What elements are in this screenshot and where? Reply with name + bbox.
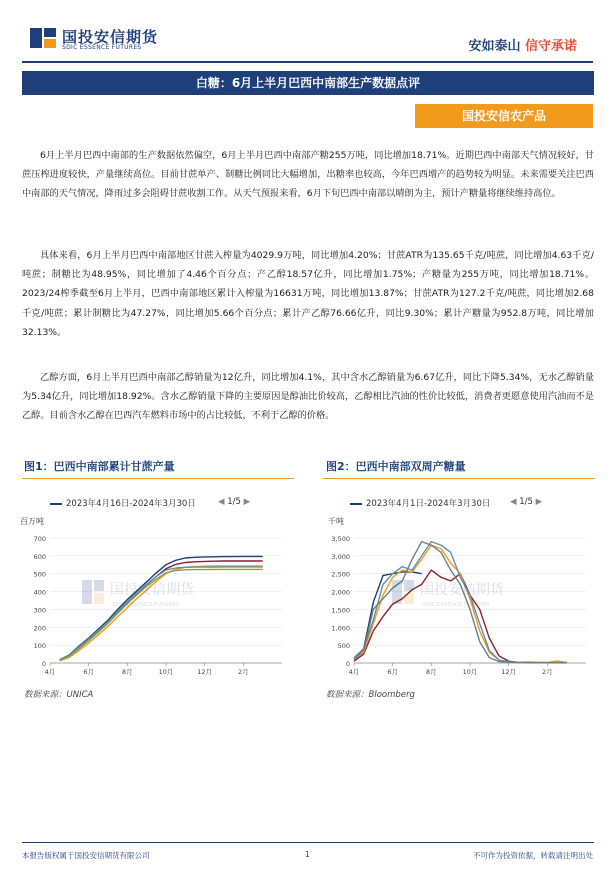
- figure-1-y-tick-label: 400: [33, 588, 46, 597]
- paragraph-ethanol: 乙醇方面，6月上半月巴西中南部乙醇销量为12亿升，同比增加4.1%，其中含水乙醇销量为6.67亿升，同比下降5.34%，无水乙醇销量为5.34亿升，同比增加18.92%。含水乙醇销量下降的主要原因是醇油比价较高，乙醇相比汽油的性价比较低，消费者更愿意使用汽油而不是乙醇。目前含水乙醇在巴西汽车燃料市场中的占比较低，不利于乙醇的价格。: [22, 372, 594, 422]
- paragraph-summary: 6月上半月巴西中南部的生产数据依然偏空，6月上半月巴西中南部产糖255万吨，同比增加18.71%。近期巴西中南部天气情况较好，甘蔗压榨进度较快，产量继续高位。目前甘蔗单产、制糖比例同比大幅增加，出糖率也较高，今年巴西增产的趋势较为明显。未来需要关注巴西中南部的天气情况，降雨过多会阻碍甘蔗收割工作。从天气预报来看，6月下旬巴西中南部以晴朗为主，预计产糖量将继续维持高位。: [22, 150, 594, 200]
- figure-2-pager-label: 1/5: [519, 497, 533, 507]
- legend-marker-icon: [50, 503, 62, 505]
- figure-1-x-tick-label: 8月: [122, 668, 133, 676]
- watermark-logo-icon: [94, 580, 104, 591]
- figure-1-watermark: [82, 580, 195, 608]
- figure-1-y-tick-label: 100: [33, 642, 46, 651]
- watermark-text-en: SDIC ESSENCE FUTURES: [422, 602, 490, 608]
- legend-marker-icon: [350, 503, 362, 505]
- header-divider: [22, 61, 593, 63]
- figure-1-y-tick-label: 600: [33, 552, 46, 561]
- company-name-en: SDIC ESSENCE FUTURES: [62, 44, 142, 51]
- figure-1-x-tick-label: 6月: [83, 668, 94, 676]
- figure-2-pager[interactable]: [510, 497, 542, 507]
- figure-1-y-tick-label: 200: [33, 624, 46, 633]
- figure-2-unit: 千吨: [328, 517, 344, 526]
- slogan-main: 安如泰山: [468, 39, 521, 54]
- figure-2-y-tick-label: 2,000: [331, 588, 350, 597]
- watermark-text-en: SDIC ESSENCE FUTURES: [112, 602, 180, 608]
- product-tag: 国投安信农产品: [415, 104, 593, 128]
- figure-1-divider: [22, 478, 294, 479]
- figure-1-pager-label: 1/5: [227, 497, 241, 507]
- footer-divider: [22, 842, 594, 843]
- next-page-icon[interactable]: ▶: [535, 497, 543, 507]
- figure-2-y-tick-label: 1,000: [331, 624, 350, 633]
- watermark-logo-icon: [94, 593, 104, 604]
- figure-1-y-tick-label: 300: [33, 606, 46, 615]
- figure-2-x-tick-label: 2月: [542, 668, 553, 676]
- figure-2-x-tick-label: 10月: [462, 668, 478, 676]
- watermark-logo-icon: [404, 580, 414, 591]
- figure-2-legend-range: 2023年4月1日-2024年3月30日: [366, 499, 491, 509]
- footer-copyright: 本报告版权属于国投安信期货有限公司: [22, 851, 150, 860]
- figure-1-y-tick-label: 700: [33, 535, 46, 543]
- figure-2-x-tick-label: 12月: [501, 668, 517, 676]
- figure-2-y-tick-label: 2,500: [331, 570, 350, 579]
- prev-page-icon[interactable]: ◀: [510, 497, 517, 507]
- figure-1-legend: [50, 497, 196, 509]
- figure-1-y-tick-label: 0: [41, 660, 46, 668]
- figure-2-x-tick-label: 8月: [426, 668, 437, 676]
- figure-2-legend: [350, 497, 490, 509]
- watermark-logo-icon: [82, 580, 92, 604]
- figure-2-source: 数据来源：Bloomberg: [326, 690, 415, 700]
- company-name: 国投安信期货: [62, 28, 159, 46]
- figure-2-y-tick-label: 500: [337, 642, 350, 651]
- slogan: [468, 35, 577, 54]
- figure-2-y-tick-label: 1,500: [331, 606, 350, 615]
- figure-1-x-tick-label: 10月: [158, 668, 174, 676]
- figure-1-legend-range: 2023年4月16日-2024年3月30日: [66, 499, 196, 509]
- watermark-text: 国投安信期货: [420, 582, 504, 598]
- footer-disclaimer: 不可作为投资依据，转载请注明出处: [473, 851, 593, 860]
- figure-1-pager[interactable]: [218, 497, 250, 507]
- figure-1-chart: [20, 528, 290, 686]
- watermark-logo-icon: [392, 580, 402, 604]
- figure-2-x-tick-label: 4月: [348, 668, 360, 676]
- figure-1-source: 数据来源：UNICA: [24, 690, 94, 700]
- figure-1-title: 图1：巴西中南部累计甘蔗产量: [24, 460, 175, 473]
- figure-2-divider: [323, 478, 595, 479]
- prev-page-icon[interactable]: ◀: [218, 497, 225, 507]
- figure-2-y-tick-label: 3,500: [331, 535, 350, 543]
- figure-1-y-tick-label: 500: [33, 570, 46, 579]
- figure-2-watermark: [392, 580, 505, 608]
- figure-1-x-tick-label: 2月: [238, 668, 249, 676]
- figure-1-unit: 百万吨: [20, 517, 44, 526]
- page-number: 1: [305, 850, 310, 859]
- watermark-text: 国投安信期货: [110, 582, 194, 598]
- figure-2-x-tick-label: 6月: [387, 668, 398, 676]
- paragraph-details: 具体来看，6月上半月巴西中南部地区甘蔗入榨量为4029.9万吨，同比增加4.20%；甘蔗ATR为135.65千克/吨蔗，同比增加4.63千克/吨蔗；制糖比为48.95%，同比增加了4.46个百分点；产乙醇18.57亿升，同比增加1.75%；产糖量为255万吨，同比增加18.71%。2023/24榨季截至6月上半月，巴西中南部地区累计入榨量为16631万吨，同比增加13.87%；甘蔗ATR为127.2千克/吨蔗，同比增加2.68 千克/吨蔗；累计制糖比为47.27%，同比增加5.66个百分点；累计产乙醇76.66亿升，同比9.30%；累计产糖量为952.8万吨，同比增加32.13%。: [22, 250, 594, 338]
- figure-2-chart: [322, 528, 594, 686]
- figure-2-y-tick-label: 3,000: [331, 552, 350, 561]
- figure-2-title: 图2：巴西中南部双周产糖量: [326, 460, 466, 473]
- report-title: 白糖：6月上半月巴西中南部生产数据点评: [22, 71, 594, 95]
- figure-1-x-tick-label: 4月: [44, 668, 56, 676]
- figure-2-y-tick-label: 0: [345, 660, 350, 668]
- figure-1-x-tick-label: 12月: [197, 668, 213, 676]
- watermark-logo-icon: [404, 593, 414, 604]
- next-page-icon[interactable]: ▶: [243, 497, 251, 507]
- company-logo-icon: [30, 28, 56, 48]
- slogan-accent: 信守承诺: [524, 39, 577, 54]
